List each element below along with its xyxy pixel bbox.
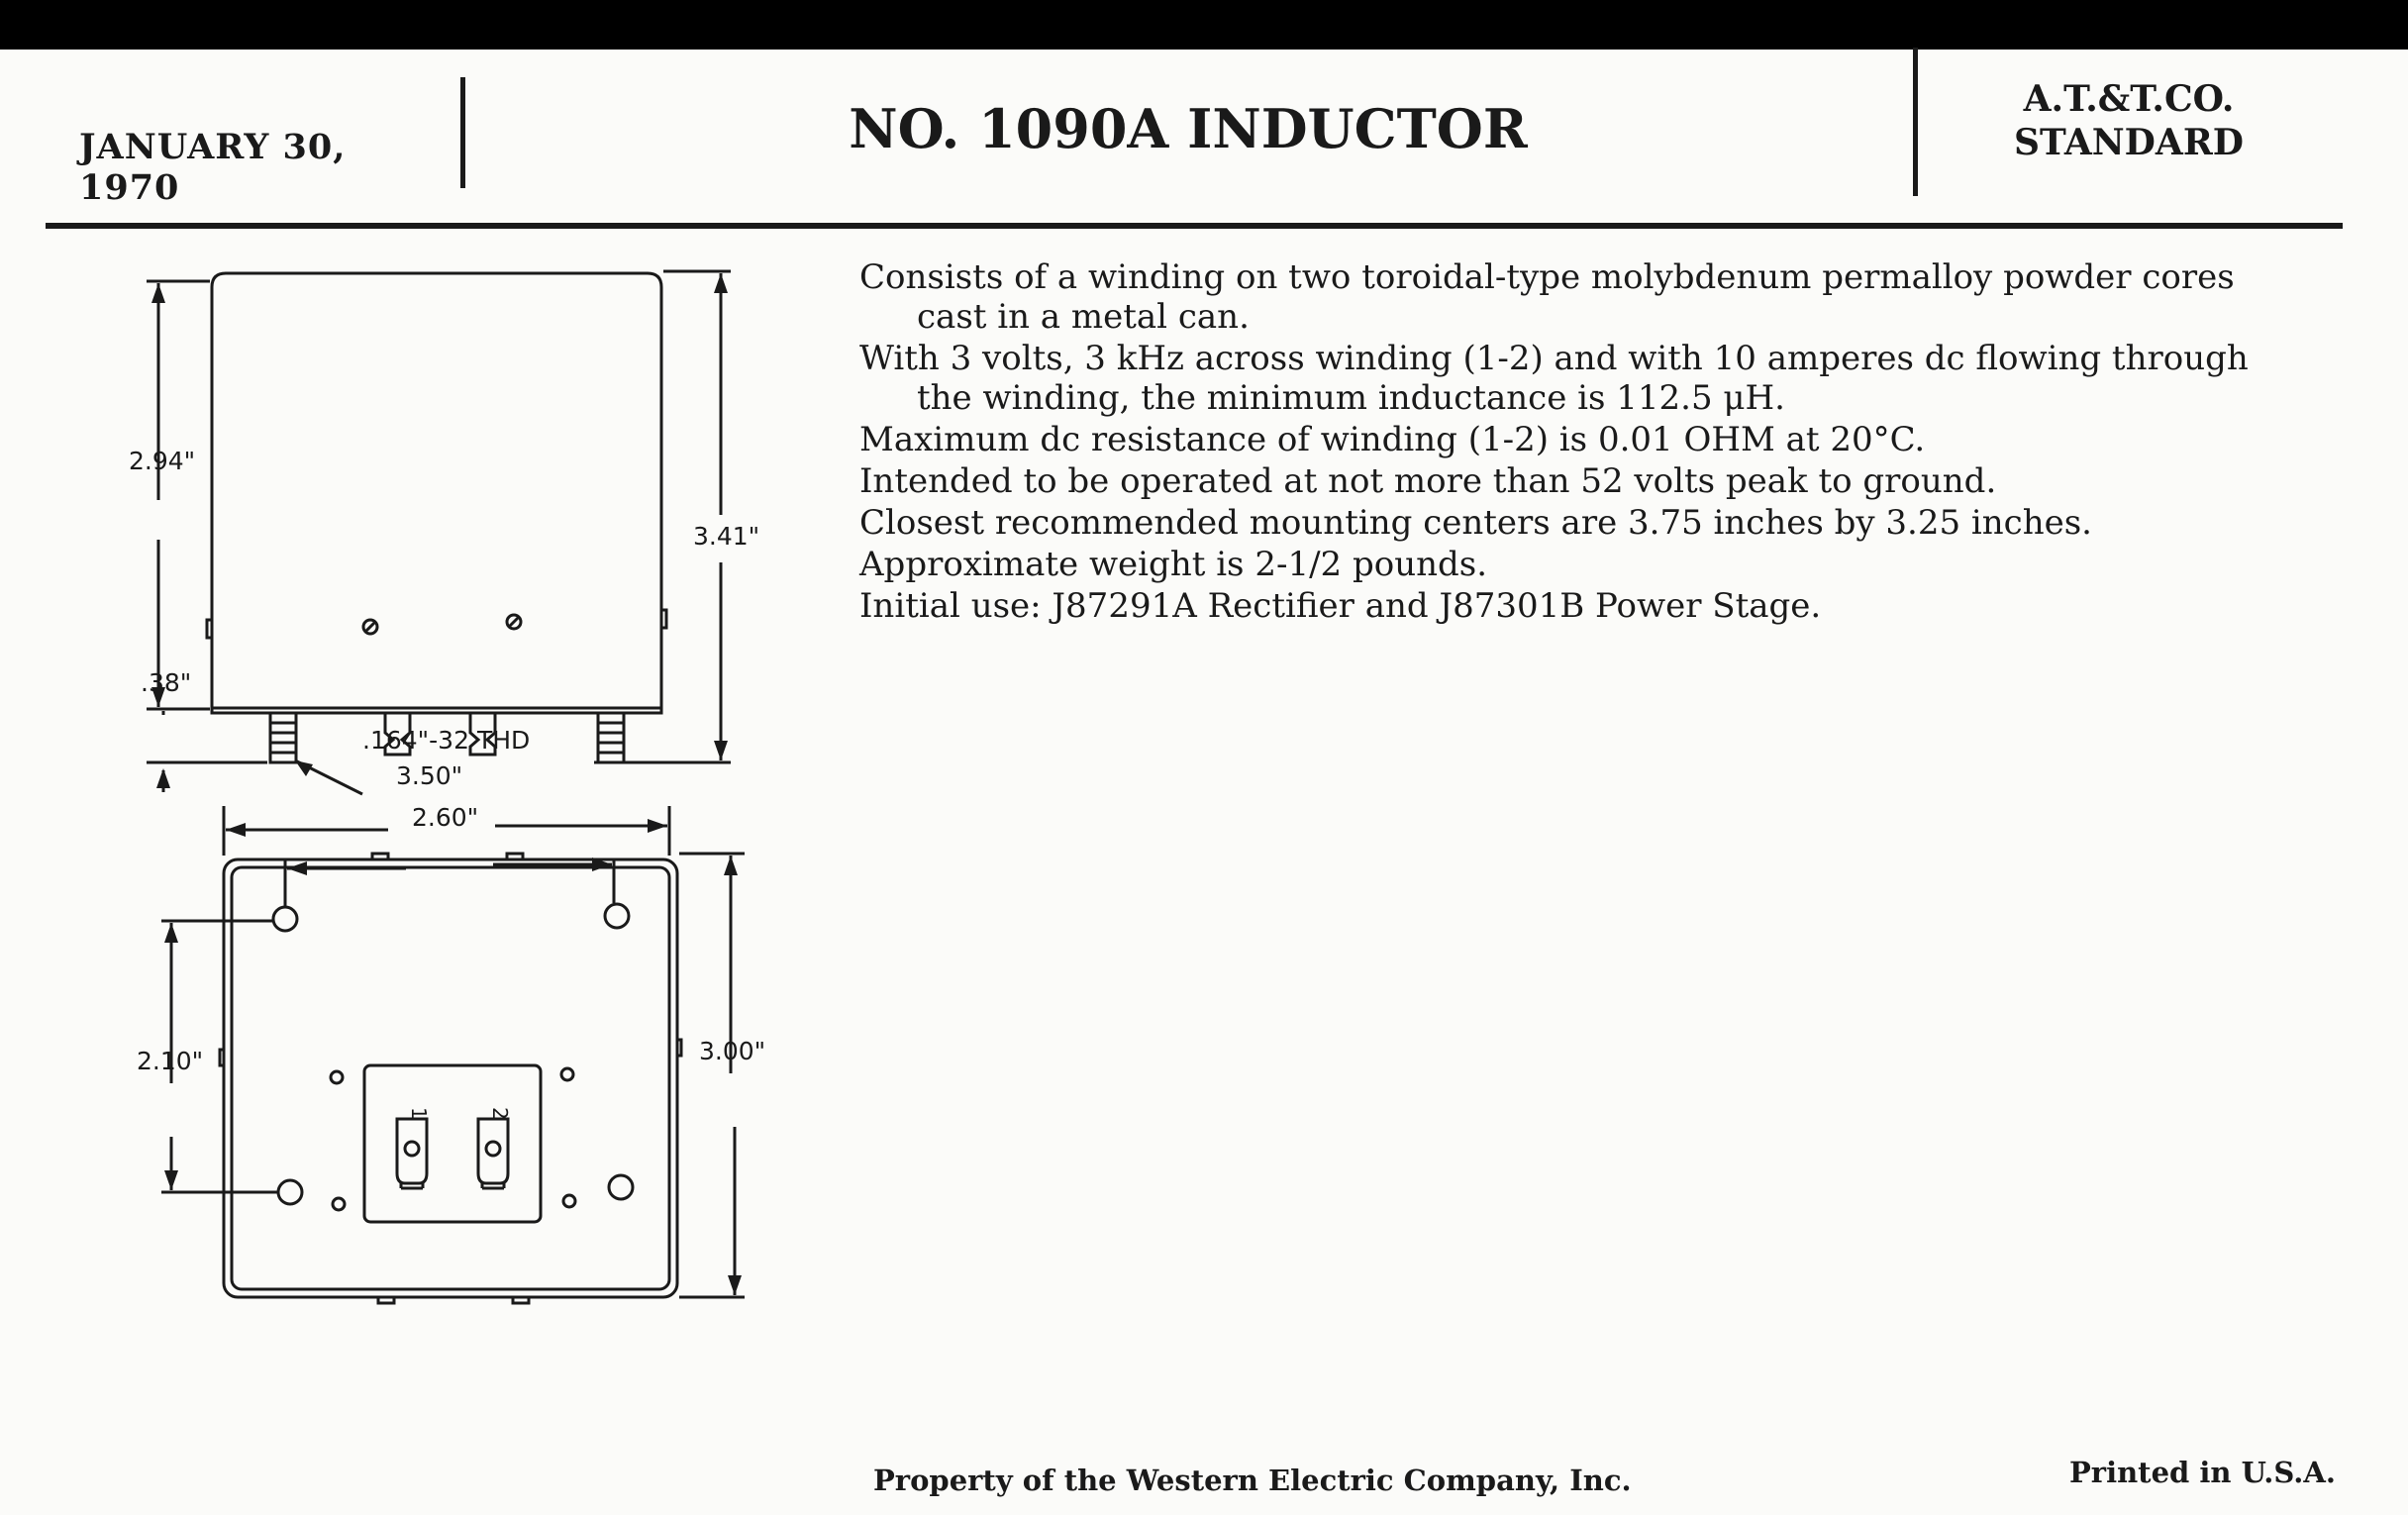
footer-property: Property of the Western Electric Company, Inc. [873, 1464, 1632, 1497]
spec-mounting: Closest recommended mounting centers are 3.75 inches by 3.25 inches. [859, 503, 2092, 543]
bottom-tab-top-left [372, 854, 388, 859]
dim-label-total-height: 3.41" [693, 522, 760, 551]
terminal-1 [397, 1119, 427, 1188]
page-title: NO. 1090A INDUCTOR [849, 97, 1528, 160]
mount-hole-top-left [273, 907, 297, 931]
dim-label-stud-length: .38" [141, 668, 192, 697]
mount-hole-bottom-right [609, 1175, 633, 1199]
mount-hole-top-right [605, 904, 629, 928]
stud-right [598, 713, 624, 762]
dim-label-hole-spacing-x: 2.60" [412, 803, 479, 832]
dim-label-body-height: 2.94" [129, 447, 196, 475]
issue-date: JANUARY 30, 1970 [79, 127, 347, 208]
dim-label-width: 3.50" [396, 761, 463, 790]
dim-label-hole-spacing-y: 2.10" [137, 1047, 204, 1075]
bottom-can-inner [232, 867, 669, 1289]
screw-icon-left [363, 620, 377, 634]
rivet-icon [561, 1068, 573, 1080]
bottom-tab-top-right [507, 854, 523, 859]
spec-card [0, 50, 2408, 1515]
mount-hole-bottom-left [278, 1180, 302, 1204]
rivet-icon [563, 1195, 575, 1207]
rivet-icon [333, 1198, 345, 1210]
bottom-tab-bottom-right [513, 1297, 529, 1303]
rivet-icon [331, 1071, 343, 1083]
dim-label-depth: 3.00" [699, 1037, 766, 1065]
spec-resistance: Maximum dc resistance of winding (1-2) is 0.01 OHM at 20°C. [859, 420, 1926, 459]
terminal-plate [364, 1065, 541, 1222]
bottom-tab-bottom-left [378, 1297, 394, 1303]
standard-org: A.T.&T.CO. [2023, 78, 2235, 120]
bottom-arrowheads [164, 819, 742, 1295]
spec-inductance: With 3 volts, 3 kHz across winding (1-2) and with 10 amperes dc flowing through the winding, the minimum inductance is 112.5 μH. [859, 339, 2249, 418]
side-arrowheads [151, 273, 728, 788]
dimension-drawing [0, 50, 2408, 1515]
spec-construction: Consists of a winding on two toroidal-type molybdenum permalloy powder cores cast in a metal can. [859, 257, 2235, 337]
bottom-view [161, 806, 745, 1303]
spec-voltage: Intended to be operated at not more than 52 volts peak to ground. [859, 461, 1997, 501]
spec-initial-use: Initial use: J87291A Rectifier and J87301B Power Stage. [859, 586, 1822, 626]
terminal-2 [478, 1119, 508, 1188]
footer-printed: Printed in U.S.A. [2069, 1456, 2336, 1489]
standard-word: STANDARD [2014, 122, 2244, 163]
side-tab-right [661, 610, 666, 628]
spec-weight: Approximate weight is 2-1/2 pounds. [859, 545, 1488, 584]
side-tab-left [207, 620, 212, 638]
side-view [147, 271, 731, 794]
stud-left [270, 713, 296, 762]
terminal-label-1: 1 [407, 1107, 431, 1120]
bottom-tab-left [220, 1050, 224, 1065]
terminal-label-2: 2 [488, 1107, 512, 1120]
dim-label-thread: .164"-32 THD [362, 726, 531, 755]
side-can-outline [212, 273, 661, 713]
bottom-tab-right [677, 1040, 681, 1056]
screw-icon-right [507, 615, 521, 629]
